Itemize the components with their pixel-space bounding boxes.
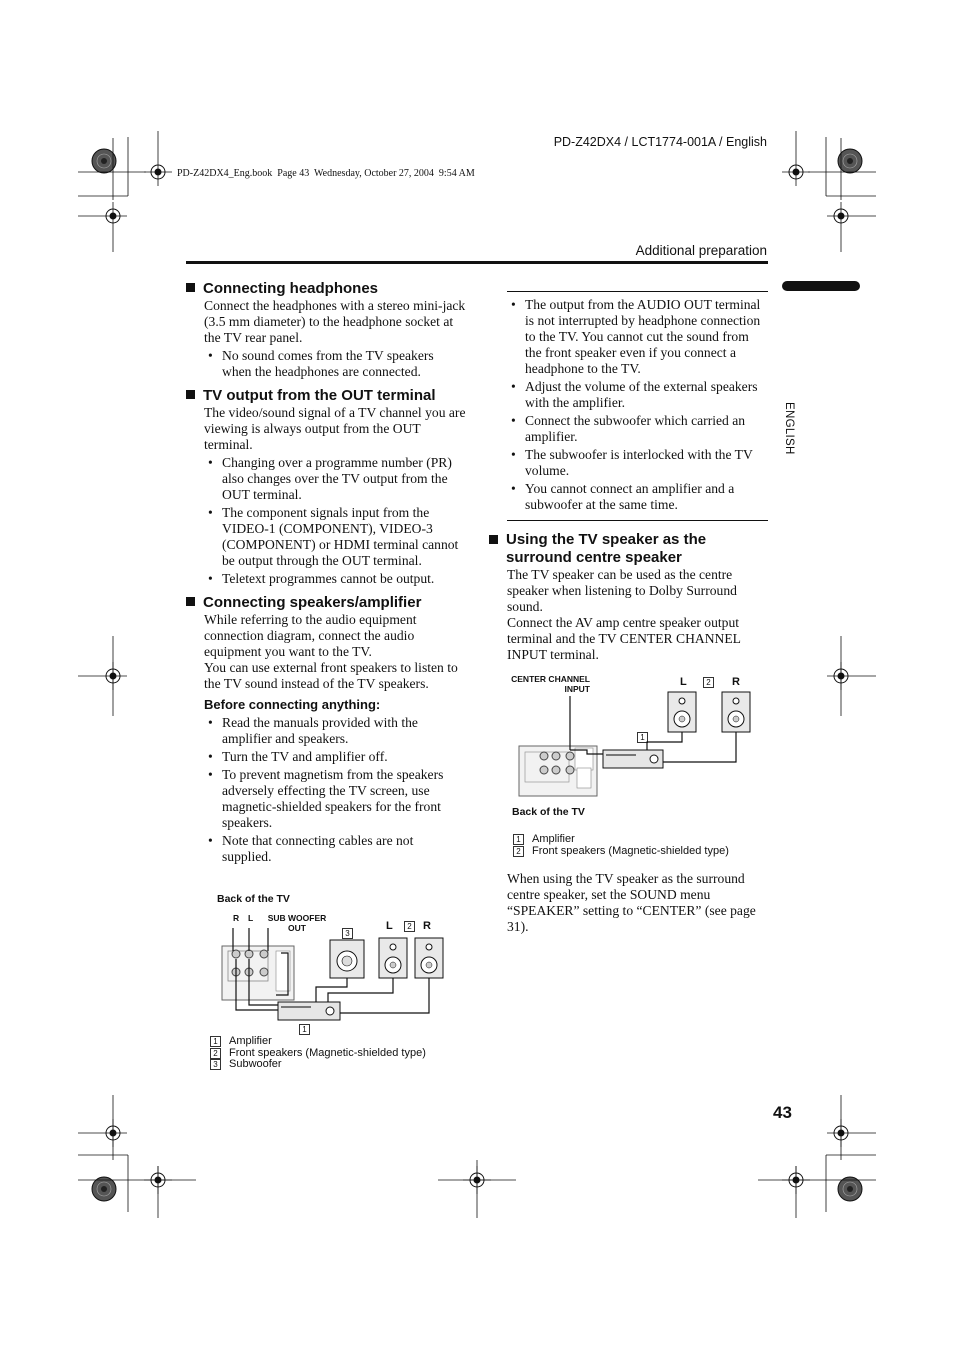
legend-item	[210, 1059, 426, 1070]
label-r: R	[233, 913, 240, 923]
list-item: • Connect the subwoofer which carried an amplifier.	[507, 413, 768, 445]
paragraph: The TV speaker can be used as the centre speaker when listening to Dolby Surround sound.	[507, 567, 737, 614]
list-item: • The subwoofer is interlocked with the TV volume.	[507, 447, 768, 479]
color-target-icon	[838, 1177, 862, 1201]
legend-num: 1	[210, 1036, 221, 1047]
legend-text: Front speakers (Magnetic-shielded type)	[229, 1046, 426, 1059]
list-item: • Changing over a programme number (PR) also changes over the TV output from the OUT terminal.	[204, 455, 466, 503]
heading-text: TV output from the OUT terminal	[203, 387, 436, 404]
speaker-label-l: L	[386, 920, 393, 932]
speaker-label-r: R	[423, 920, 431, 932]
legend-item	[513, 846, 729, 857]
list-item: • Turn the TV and amplifier off.	[204, 749, 466, 765]
speaker-connection-diagram	[218, 925, 450, 1025]
speaker-label-l: L	[680, 676, 687, 688]
callout-2: 2	[703, 677, 714, 688]
callout-1: 1	[637, 732, 648, 743]
speaker-label-r: R	[732, 676, 740, 688]
callout-2: 2	[404, 921, 415, 932]
legend-text: Amplifier	[229, 1035, 272, 1047]
callout-1: 1	[299, 1024, 310, 1035]
section-heading	[186, 280, 466, 298]
list-item: • To prevent magnetism from the speakers adversely effecting the TV screen, use magnetic-shielded speakers for the front speakers.	[204, 767, 466, 831]
list-item: • Teletext programmes cannot be output.	[204, 571, 466, 587]
subheading: Before connecting anything:	[204, 697, 381, 712]
side-tab-label: ENGLISH	[783, 402, 795, 455]
section-title: Additional preparation	[635, 243, 767, 258]
section-heading	[489, 531, 764, 567]
label-subwoofer-out: SUB WOOFER OUT	[267, 913, 327, 933]
model-code: PD-Z42DX4 / LCT1774-001A / English	[553, 135, 767, 149]
list-item: • No sound comes from the TV speakers when the headphones are connected.	[204, 348, 466, 380]
diagram-caption: Back of the TV	[512, 806, 585, 818]
paragraph: Connect the AV amp centre speaker output terminal and the TV CENTER CHANNEL INPUT terminal.	[507, 615, 741, 662]
heading-text: Using the TV speaker as the surround centre speaker	[506, 531, 707, 566]
list-item: • The component signals input from the VIDEO-1 (COMPONENT), VIDEO-3 (COMPONENT) or HDMI terminal cannot be output through the OUT terminal.	[204, 505, 466, 569]
list-item: • You cannot connect an amplifier and a subwoofer at the same time.	[507, 481, 768, 513]
page-number: 43	[773, 1103, 792, 1122]
right-section	[489, 531, 764, 663]
header-rule	[186, 261, 768, 264]
label-center-channel-input: CENTER CHANNEL INPUT	[511, 674, 590, 694]
list-item: • The output from the AUDIO OUT terminal is not interrupted by headphone connection to the TV. You cannot cut the sound from the front speaker even if you connect a headphone to the TV.	[507, 297, 768, 377]
legend-right	[513, 834, 729, 857]
legend-text: Subwoofer	[229, 1058, 282, 1070]
left-column	[186, 280, 466, 867]
paragraph: While referring to the audio equipment connection diagram, connect the audio equipment you want to the TV.	[204, 612, 417, 659]
note-box	[507, 291, 768, 521]
diagram-title: Back of the TV	[217, 893, 290, 905]
heading-text: Connecting speakers/amplifier	[203, 594, 422, 611]
legend-text: Amplifier	[532, 833, 575, 845]
list-item: • Adjust the volume of the external speakers with the amplifier.	[507, 379, 768, 411]
paragraph: The video/sound signal of a TV channel you are viewing is always output from the OUT terminal.	[204, 405, 466, 452]
closing-paragraph: When using the TV speaker as the surround centre speaker, set the SOUND menu “SPEAKER” setting to “CENTER” (see page 31).	[507, 871, 756, 934]
legend-item	[210, 1036, 426, 1047]
legend-left	[210, 1036, 426, 1070]
legend-num: 2	[513, 846, 524, 857]
legend-num: 3	[210, 1059, 221, 1070]
section-heading	[186, 594, 466, 612]
section-heading	[186, 387, 466, 405]
color-target-icon	[838, 149, 862, 173]
legend-item	[210, 1048, 426, 1059]
heading-text: Connecting headphones	[203, 280, 379, 297]
paragraph: You can use external front speakers to listen to the TV sound instead of the TV speakers.	[204, 660, 458, 691]
center-speaker-diagram	[515, 688, 755, 800]
book-info: PD-Z42DX4_Eng.book Page 43 Wednesday, October 27, 2004 9:54 AM	[177, 168, 475, 179]
side-tab-bar	[782, 281, 860, 291]
callout-3: 3	[342, 928, 353, 939]
list-item: • Note that connecting cables are not supplied.	[204, 833, 466, 865]
color-target-icon	[92, 1177, 116, 1201]
legend-num: 1	[513, 834, 524, 845]
legend-text: Front speakers (Magnetic-shielded type)	[532, 845, 729, 857]
list-item: • Read the manuals provided with the amplifier and speakers.	[204, 715, 466, 747]
paragraph: Connect the headphones with a stereo mini-jack (3.5 mm diameter) to the headphone socket at the TV rear panel.	[204, 298, 466, 345]
label-l: L	[248, 913, 254, 923]
legend-num: 2	[210, 1048, 221, 1059]
legend-item	[513, 834, 729, 845]
color-target-icon	[92, 149, 116, 173]
